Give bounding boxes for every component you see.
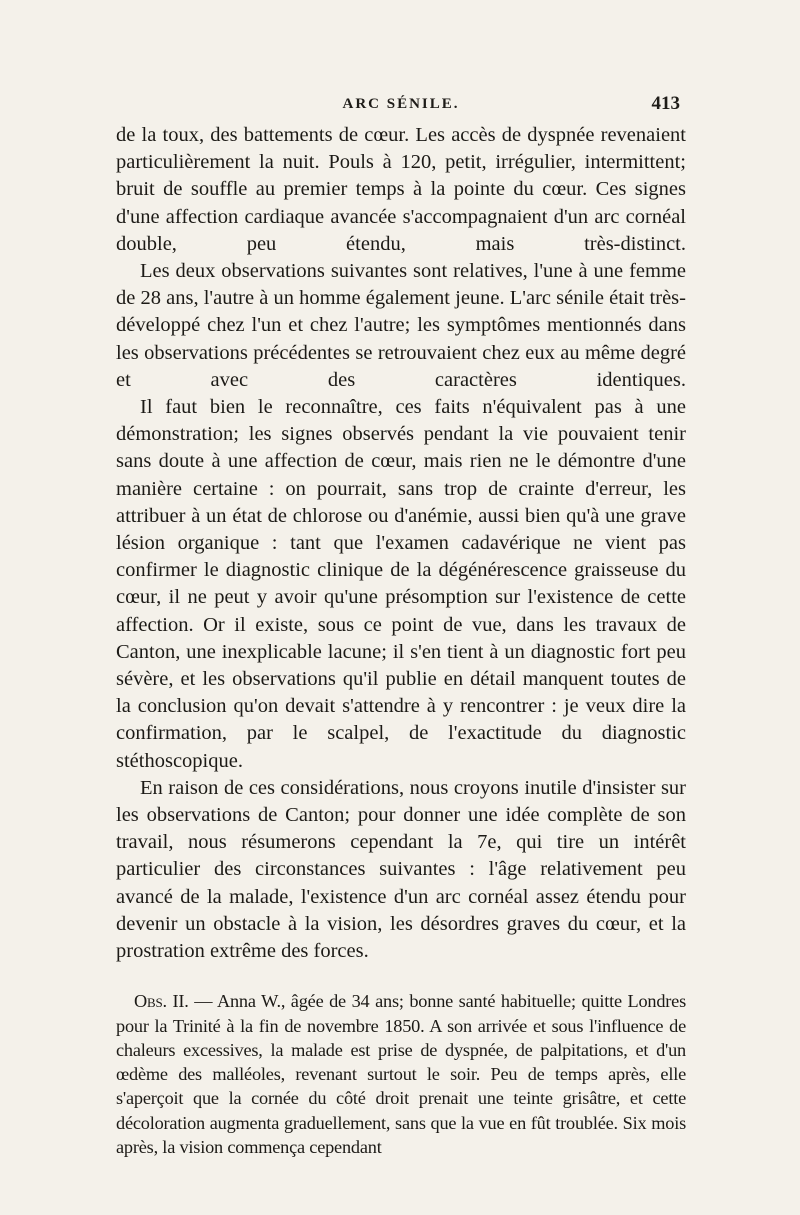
running-title: ARC SÉNILE. xyxy=(342,96,460,112)
observation-text: — Anna W., âgée de 34 ans; bonne santé habituelle; quitte Londres pour la Trinité à la fin de novembre 1850. A son arrivée et sous l'influence de chaleurs excessives, la malade est prise de dyspnée, de palpitations, et d'un œdème des malléoles, revenant surtout le soir. Peu de temps après, elle s'aperçoit que la cornée du côté droit prenait une teinte grisâtre, et cette décoloration augmenta graduellement, sans que la vue en fût troublée. Six mois après, la vision commença cependant xyxy=(116,991,687,1158)
page-header xyxy=(116,92,686,118)
observation-label: Obs. II. xyxy=(134,991,189,1012)
paragraph-continued: de la toux, des battements de cœur. Les accès de dyspnée revenaient particulièrement la nuit. Pouls à 120, petit, irrégulier, intermittent; bruit de souffle au premier temps à la pointe du cœur. Ces signes d'une affection cardiaque avancée s'accompagnaient d'un arc cornéal double, peu étendu, mais très-distinct. xyxy=(116,124,686,255)
paragraph: Les deux observations suivantes sont relatives, l'une à une femme de 28 ans, l'autre à un homme également jeune. L'arc sénile était très-développé chez l'un et chez l'autre; les symptômes mentionnés dans les observations précédentes se retrouvaient chez eux au même degré et avec des caractères identiques. xyxy=(116,260,686,391)
paragraph: En raison de ces considérations, nous croyons inutile d'insister sur les observations de Canton; pour donner une idée complète de son travail, nous résumerons cependant la 7e, qui tire un intérêt particulier des circonstances suivantes : l'âge relativement peu avancé de la malade, l'existence d'un arc cornéal assez étendu pour devenir un obstacle à la vision, les désordres graves du cœur, et la prostration extrême des forces. xyxy=(116,776,686,963)
page-body xyxy=(116,122,686,1159)
page-number: 413 xyxy=(651,93,680,114)
paragraph: Il faut bien le reconnaître, ces faits n'équivalent pas à une démonstration; les signes observés pendant la vie pouvaient tenir sans doute à une affection de cœur, mais rien ne le démontre d'une manière certaine : on pourrait, sans trop de crainte d'erreur, les attribuer à un état de chlorose ou d'anémie, aussi bien qu'à une grave lésion organique : tant que l'examen cadavérique ne vient pas confirmer le diagnostic clinique de la dégénérescence graisseuse du cœur, il ne peut y avoir qu'une présomption sur l'existence de cette affection. Or il existe, sous ce point de vue, dans les travaux de Canton, une inexplicable lacune; il s'en tient à un diagnostic fort peu sévère, et les observations qu'il publie en détail manquent toutes de la conclusion qu'on devait s'attendre à y rencontrer : je veux dire la confirmation, par le scalpel, de l'exactitude du diagnostic stéthoscopique. xyxy=(116,396,686,772)
observation-paragraph xyxy=(116,989,686,1159)
